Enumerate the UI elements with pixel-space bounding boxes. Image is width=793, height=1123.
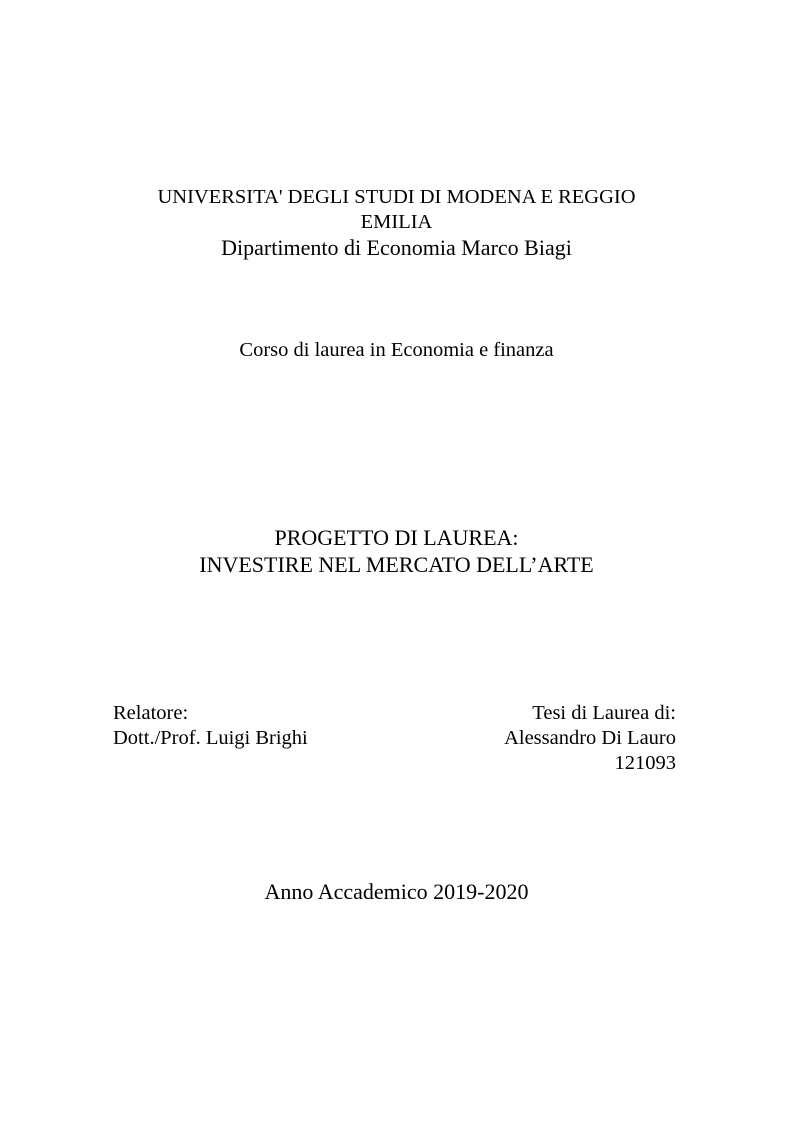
supervisor-label: Relatore: [113, 702, 189, 724]
author-name: Alessandro Di Lauro [504, 727, 676, 749]
course-name: Corso di laurea in Economia e finanza [239, 339, 554, 361]
university-name-line-2: EMILIA [360, 211, 433, 233]
department-name: Dipartimento di Economia Marco Biagi [221, 235, 572, 260]
academic-year: Anno Accademico 2019-2020 [264, 879, 529, 904]
author-student-id: 121093 [614, 752, 676, 774]
supervisor-name: Dott./Prof. Luigi Brighi [113, 727, 308, 749]
thesis-title-line-1: PROGETTO DI LAUREA: [274, 525, 519, 550]
author-label: Tesi di Laurea di: [532, 702, 676, 724]
university-name-line-1: UNIVERSITA' DEGLI STUDI DI MODENA E REGGIO [157, 186, 636, 208]
thesis-title-line-2: INVESTIRE NEL MERCATO DELL’ARTE [199, 552, 594, 577]
